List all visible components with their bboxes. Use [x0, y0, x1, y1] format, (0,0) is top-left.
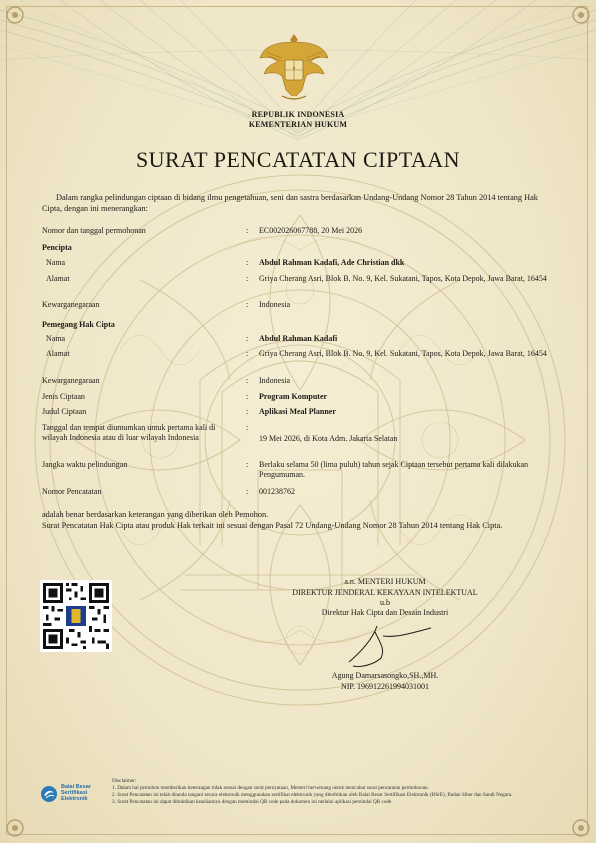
signature-line-2: DIREKTUR JENDERAL KEKAYAAN INTELEKTUAL	[292, 588, 478, 597]
signature-line-3: u.b	[380, 598, 390, 607]
footnote-2: 2. Surat Pencatatan ini telah ditanda tangani secara elektronik menggunakan sertifikat elektronik yang diterbitkan oleh Balai Besar Sertifikasi Elektronik (BSrE), Badan Siber dan Sandi Negara.	[112, 792, 513, 798]
holder-name-value: Abdul Rahman Kadafi	[259, 334, 338, 343]
bsre-logo-icon	[40, 785, 58, 803]
creator-address-value: Griya Cherang Asri, Blok B. No. 9, Kel. Sukatani, Tapos, Kota Depok, Jawa Barat, 16454	[259, 274, 547, 283]
corner-ornament-icon	[4, 817, 26, 839]
intro-paragraph: Dalam rangka pelindungan ciptaan di bidang ilmu pengetahuan, seni dan sastra berdasarkan Undang-Undang Nomor 28 Tahun 2014 tentang Hak Cipta, dengan ini menerangkan:	[42, 193, 538, 213]
bsre-label-line-1: Balai Besar	[61, 784, 91, 790]
announcement-row	[42, 423, 562, 457]
colon: :	[246, 423, 249, 432]
creator-nationality-value: Indonesia	[259, 300, 291, 309]
holder-name-label: Nama	[46, 334, 66, 343]
bsre-label	[61, 784, 91, 803]
holder-nationality-label: Kewarganegaraan	[42, 376, 100, 385]
bsre-label-line-2: Sertifikasi	[61, 790, 88, 797]
closing-statement: adalah benar berdasarkan keterangan yang diberikan oleh Pemohon.	[42, 510, 269, 519]
announcement-value: 19 Mei 2026, di Kota Adm. Jakarta Selatan	[259, 434, 398, 443]
holder-heading: Pemegang Hak Cipta	[42, 320, 115, 329]
creator-nationality-label: Kewarganegaraan	[42, 300, 100, 309]
creator-name-value: Abdul Rahman Kadafi, Ade Christian dkk	[259, 258, 405, 267]
corner-ornament-icon	[570, 4, 592, 26]
colon: :	[246, 258, 249, 267]
signatory-name: Agung Damarsasongko,SH.,MH.	[331, 671, 439, 680]
creator-address-label: Alamat	[46, 274, 70, 283]
signatory-nip: NIP. 196912261994031001	[340, 682, 429, 691]
colon: :	[246, 460, 249, 469]
colon: :	[246, 392, 249, 401]
holder-nationality-value: Indonesia	[259, 376, 291, 385]
holder-address-label: Alamat	[46, 349, 70, 358]
footnotes-heading: Disclaimer:	[112, 778, 137, 784]
page-title: SURAT PENCATATAN CIPTAAN	[135, 147, 461, 172]
record-number-label: Nomor Pencatatan	[42, 487, 102, 496]
record-number-value: 001238762	[259, 487, 295, 496]
work-title-value: Aplikasi Meal Planner	[259, 407, 336, 416]
footnote-1: 1. Dalam hal pemohon memberikan keterangan tidak sesuai dengan surat pernyataan, Menteri berwenang untuk mencabut surat pencatatan permohonan.	[112, 785, 429, 791]
colon: :	[246, 487, 249, 496]
handwritten-signature	[335, 618, 445, 670]
work-title-label: Judul Ciptaan	[42, 407, 87, 416]
colon: :	[246, 376, 249, 385]
colon: :	[246, 334, 249, 343]
corner-ornament-icon	[4, 4, 26, 26]
creator-heading: Pencipta	[42, 243, 72, 252]
colon: :	[246, 407, 249, 416]
garuda-pancasila-icon	[256, 28, 332, 104]
colon: :	[246, 226, 249, 235]
colon: :	[246, 300, 249, 309]
protection-term-value: Berlaku selama 50 (lima puluh) tahun sejak Ciptaan tersebut pertama kali dilakukan Pengumuman.	[259, 460, 529, 479]
page-border	[6, 6, 588, 835]
corner-ornament-icon	[570, 817, 592, 839]
work-type-value: Program Komputer	[259, 392, 328, 401]
work-type-label: Jenis Ciptaan	[42, 392, 85, 401]
application-value: EC00202606778​8, 20 Mei 2026	[259, 226, 363, 235]
qr-code-icon[interactable]	[40, 580, 112, 652]
header-country: REPUBLIK INDONESIA	[251, 110, 345, 119]
creator-name-label: Nama	[46, 258, 66, 267]
signature-line-1: a.n. MENTERI HUKUM	[344, 577, 426, 586]
colon: :	[246, 274, 249, 283]
footnote-3: 3. Surat Pencatatan ini dapat dibuktikan keasliannya dengan memindai QR code pada dokumen ini melalui aplikasi pemindai QR code.	[112, 799, 393, 805]
protection-term-label: Jangka waktu pelindungan	[42, 460, 128, 469]
holder-address-value: Griya Cherang Asri, Blok B. No. 9, Kel. Sukatani, Tapos, Kota Depok, Jawa Barat, 16454	[259, 349, 547, 358]
footnotes	[112, 778, 557, 806]
signature-line-4: Direktur Hak Cipta dan Desain Industri	[321, 608, 449, 617]
bsre-label-line-3: Elektronik	[61, 796, 88, 803]
legal-basis-statement: Surat Pencatatan Hak Cipta atau produk Hak terkait ini sesuai dengan Pasal 72 Undang-Undang Nomor 28 Tahun 2014 tentang Hak Cipta.	[42, 521, 503, 530]
header-ministry: KEMENTERIAN HUKUM	[248, 120, 348, 129]
announcement-label: Tanggal dan tempat diumumkan untuk pertama kali di wilayah Indonesia atau di luar wilayah Indonesia	[42, 423, 216, 442]
colon: :	[246, 349, 249, 358]
application-label: Nomor dan tanggal permohonan	[42, 226, 146, 235]
